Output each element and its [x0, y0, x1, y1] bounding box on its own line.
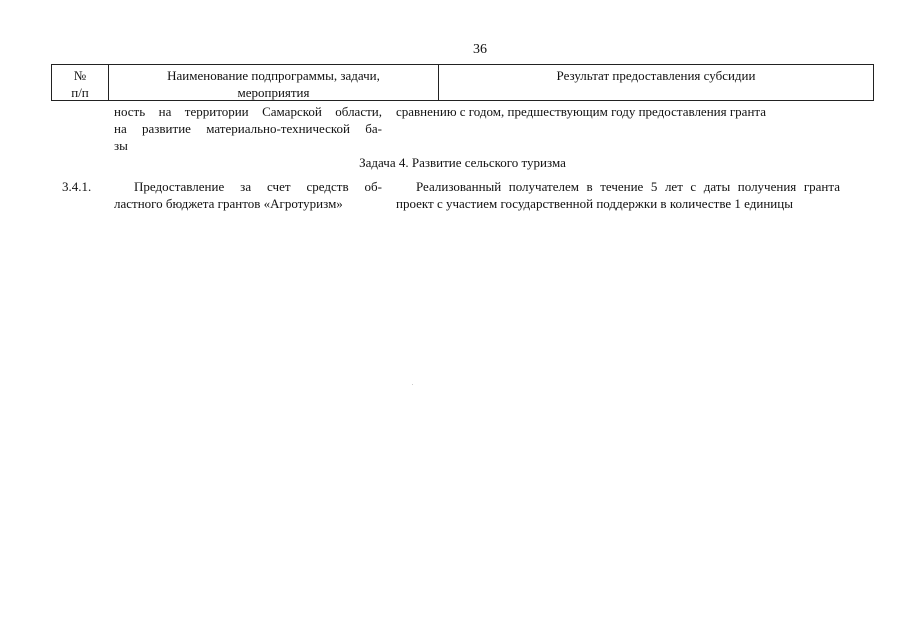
continuation-name-line: ность на территории Самарской области, — [114, 104, 382, 119]
continuation-name-cell — [114, 103, 382, 154]
row-result-cell — [396, 178, 840, 212]
row-name-line: ластного бюджета грантов «Агротуризм» — [114, 196, 343, 211]
task-heading: Задача 4. Развитие сельского туризма — [359, 155, 566, 170]
row-result-line: Реализованный получателем в течение 5 лет с даты получения гранта — [416, 179, 840, 194]
row-result-line: проект с участием государственной поддержки в количестве 1 единицы — [396, 196, 793, 211]
continuation-name-line: зы — [114, 138, 128, 153]
header-number-cell — [52, 65, 109, 100]
continuation-result-cell — [396, 103, 836, 120]
row-name-line: Предоставление за счет средств об- — [134, 179, 382, 194]
header-name-line1: Наименование подпрограммы, задачи, — [167, 68, 380, 83]
header-name-cell — [109, 65, 439, 100]
scan-speck — [412, 384, 413, 385]
continuation-result-line: сравнению с годом, предшествующим году предоставления гранта — [396, 104, 767, 119]
continuation-name-line: на развитие материально-технической ба- — [114, 121, 382, 136]
row-name-cell — [114, 178, 382, 212]
row-number: 3.4.1. — [62, 179, 92, 194]
page-number: 36 — [473, 42, 487, 57]
header-name-line2: мероприятия — [237, 85, 310, 100]
table-header — [51, 64, 874, 101]
header-number-line1: № — [73, 68, 87, 83]
header-number-line2: п/п — [71, 85, 89, 100]
header-result-cell — [439, 65, 873, 100]
header-result-text: Результат предоставления субсидии — [556, 68, 756, 83]
